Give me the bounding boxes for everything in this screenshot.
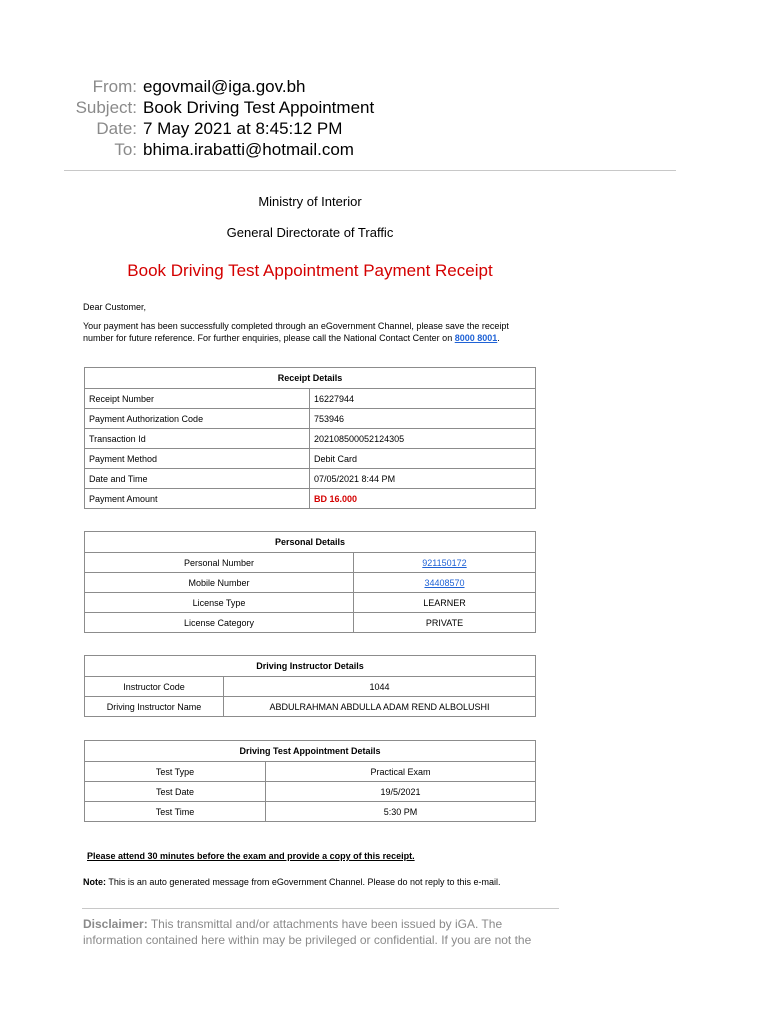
mobile-number-cell <box>354 573 536 593</box>
appointment-details-table <box>84 740 536 822</box>
auth-code-value: 753946 <box>310 409 536 429</box>
note-label: Note: <box>83 877 106 887</box>
table-row <box>85 593 536 613</box>
personal-details-heading: Personal Details <box>85 532 536 553</box>
subject-value: Book Driving Test Appointment <box>143 98 375 117</box>
contact-phone-link[interactable]: 8000 8001 <box>454 333 498 343</box>
transaction-id-label: Transaction Id <box>85 429 310 449</box>
license-type-label: License Type <box>85 593 354 613</box>
instructor-name-value: ABDULRAHMAN ABDULLA ADAM REND ALBOLUSHI <box>224 697 536 717</box>
test-date-label: Test Date <box>85 782 266 802</box>
from-row <box>0 76 768 97</box>
table-row <box>85 409 536 429</box>
from-value[interactable]: egovmail@iga.gov.bh <box>143 77 306 96</box>
attend-notice: Please attend 30 minutes before the exam and provide a copy of this receipt. <box>87 851 415 861</box>
greeting: Dear Customer, <box>83 302 147 312</box>
to-row <box>0 139 768 160</box>
header-divider <box>64 170 676 171</box>
subject-label: Subject: <box>75 98 137 117</box>
disclaimer <box>83 916 553 948</box>
table-row <box>85 553 536 573</box>
footer-divider <box>82 908 559 909</box>
disclaimer-label: Disclaimer: <box>83 917 148 931</box>
table-row <box>85 613 536 633</box>
license-type-value: LEARNER <box>354 593 536 613</box>
ministry-name: Ministry of Interior <box>258 194 362 209</box>
auth-code-label: Payment Authorization Code <box>85 409 310 429</box>
payment-amount-label: Payment Amount <box>85 489 310 509</box>
date-label: Date: <box>96 119 137 138</box>
payment-method-value: Debit Card <box>310 449 536 469</box>
mobile-number-link[interactable]: 34408570 <box>424 577 465 588</box>
receipt-number-value: 16227944 <box>310 389 536 409</box>
table-row <box>85 389 536 409</box>
intro-text: Your payment has been successfully completed through an eGovernment Channel, please save the receipt number for future reference. For further enquiries, please call the National Contact Center on <box>83 321 509 343</box>
appointment-details-heading: Driving Test Appointment Details <box>85 741 536 762</box>
to-value[interactable]: bhima.irabatti@hotmail.com <box>143 140 354 159</box>
payment-amount-value: BD 16.000 <box>310 489 536 509</box>
test-type-value: Practical Exam <box>266 762 536 782</box>
auto-generated-note <box>83 876 523 888</box>
mobile-number-label: Mobile Number <box>85 573 354 593</box>
instructor-code-value: 1044 <box>224 677 536 697</box>
disclaimer-text: This transmittal and/or attachments have been issued by iGA. The information contained here within may be privileged or confidential. If you are not the <box>83 917 532 947</box>
directorate-name: General Directorate of Traffic <box>226 225 394 240</box>
personal-number-cell <box>354 553 536 573</box>
instructor-details-heading: Driving Instructor Details <box>85 656 536 677</box>
license-category-value: PRIVATE <box>354 613 536 633</box>
table-row <box>85 782 536 802</box>
test-time-value: 5:30 PM <box>266 802 536 822</box>
date-value: 7 May 2021 at 8:45:12 PM <box>143 119 343 138</box>
transaction-id-value: 202108500052124305 <box>310 429 536 449</box>
intro-text-end: . <box>497 333 500 343</box>
receipt-details-table <box>84 367 536 509</box>
intro-paragraph <box>83 320 523 344</box>
personal-details-table <box>84 531 536 633</box>
personal-number-link[interactable]: 921150172 <box>422 557 467 568</box>
test-type-label: Test Type <box>85 762 266 782</box>
date-row <box>0 118 768 139</box>
receipt-title: Book Driving Test Appointment Payment Receipt <box>127 261 493 280</box>
receipt-number-label: Receipt Number <box>85 389 310 409</box>
table-row <box>85 449 536 469</box>
instructor-details-table <box>84 655 536 717</box>
table-row <box>85 677 536 697</box>
test-time-label: Test Time <box>85 802 266 822</box>
from-label: From: <box>92 77 137 96</box>
table-row <box>85 762 536 782</box>
instructor-code-label: Instructor Code <box>85 677 224 697</box>
email-header <box>0 76 768 160</box>
note-text: This is an auto generated message from eGovernment Channel. Please do not reply to this e-mail. <box>106 877 501 887</box>
license-category-label: License Category <box>85 613 354 633</box>
table-row <box>85 469 536 489</box>
subject-row <box>0 97 768 118</box>
personal-number-label: Personal Number <box>85 553 354 573</box>
to-label: To: <box>114 140 137 159</box>
date-time-value: 07/05/2021 8:44 PM <box>310 469 536 489</box>
date-time-label: Date and Time <box>85 469 310 489</box>
table-row <box>85 697 536 717</box>
table-row <box>85 573 536 593</box>
table-row <box>85 429 536 449</box>
test-date-value: 19/5/2021 <box>266 782 536 802</box>
receipt-details-heading: Receipt Details <box>85 368 536 389</box>
table-row <box>85 802 536 822</box>
instructor-name-label: Driving Instructor Name <box>85 697 224 717</box>
table-row <box>85 489 536 509</box>
payment-method-label: Payment Method <box>85 449 310 469</box>
